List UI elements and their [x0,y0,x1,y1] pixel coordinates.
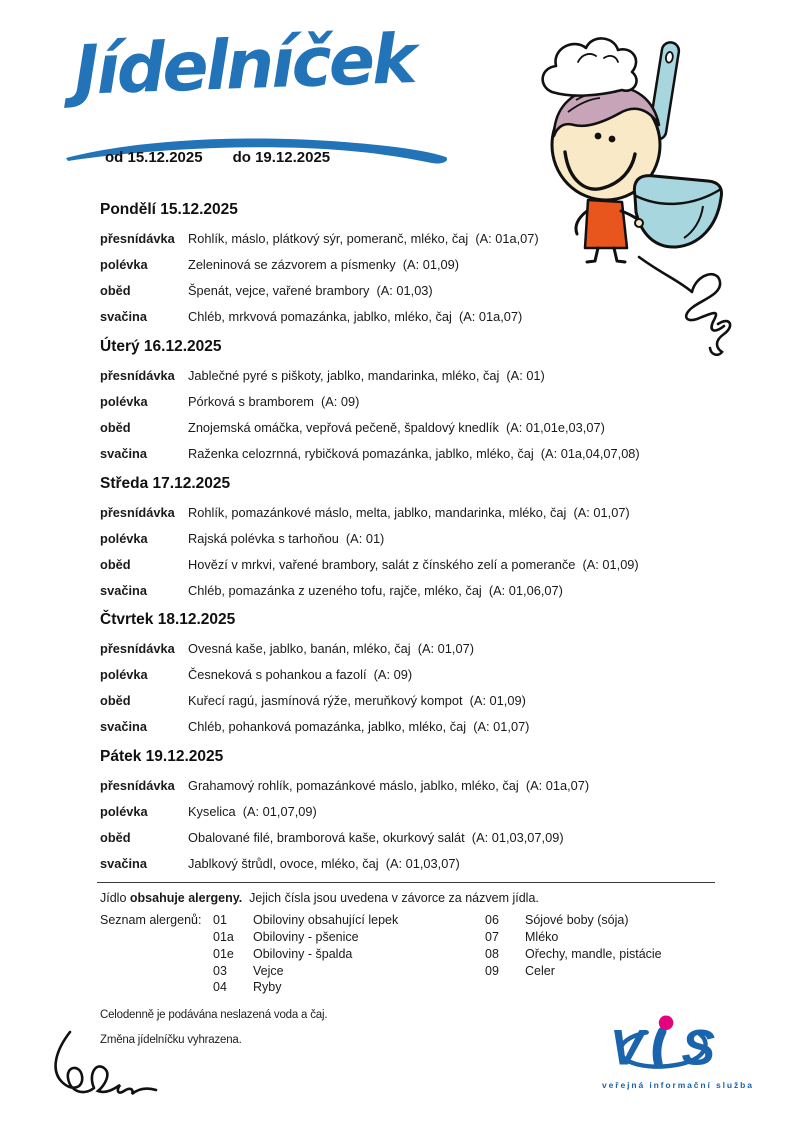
meal-row [100,531,730,547]
allergen-item [213,963,485,980]
note-change: Změna jídelníčku vyhrazena. [100,1034,242,1047]
meal-description: Ovesná kaše, jablko, banán, mléko, čaj (A: 01,07) [188,641,474,657]
meal-label: svačina [100,719,147,735]
note-water: Celodenně je podávána neslazená voda a čaj. [100,1009,328,1022]
meal-description: Rajská polévka s tarhoňou (A: 01) [188,530,385,546]
allergen-column-2 [485,912,662,996]
allergen-code: 07 [485,930,499,945]
allergen-item [213,979,485,996]
meal-label: polévka [100,256,148,272]
allergen-item [485,929,662,946]
decorative-squiggle [636,252,746,364]
meal-description: Rohlík, máslo, plátkový sýr, pomeranč, mléko, čaj (A: 01a,07) [188,230,539,246]
allergen-item [213,912,485,929]
allergen-code: 08 [485,946,499,961]
meal-label: přesnídávka [100,504,175,520]
meal-label: přesnídávka [100,230,175,246]
allergen-item [485,963,662,980]
allergen-item [213,929,485,946]
allergen-code: 01a [213,930,234,945]
meal-description: Chléb, pohanková pomazánka, jablko, mléko, čaj (A: 01,07) [188,719,530,735]
allergen-list-label: Seznam alergenů: [100,913,202,928]
meal-label: oběd [100,282,131,298]
day-heading: Úterý 16.12.2025 [100,337,222,355]
chef-kid-illustration [528,28,728,265]
signature [42,1030,172,1116]
meal-description: Česneková s pohankou a fazolí (A: 09) [188,667,413,683]
meal-row [100,557,730,573]
allergen-intro-suffix: Jejich čísla jsou uvedena v závorce za názvem jídla. [242,891,539,906]
allergen-list [100,912,794,996]
meal-label: oběd [100,693,131,709]
day-heading: Čtvrtek 18.12.2025 [100,611,236,629]
meal-label: polévka [100,804,148,820]
meal-row [100,446,730,462]
meal-row [100,830,730,846]
meal-row [100,667,730,683]
meal-description: Obalované filé, bramborová kaše, okurkový salát (A: 01,03,07,09) [188,830,564,846]
meal-row [100,693,730,709]
allergen-item [485,946,662,963]
meal-description: Kuřecí ragú, jasmínová rýže, meruňkový kompot (A: 01,09) [188,693,526,709]
meal-row [100,804,730,820]
meal-description: Kyselica (A: 01,07,09) [188,804,317,820]
day-section [100,748,730,872]
meal-label: polévka [100,530,148,546]
meal-label: polévka [100,393,148,409]
allergen-intro-bold: obsahuje alergeny. [129,891,243,906]
meal-row [100,641,730,657]
meal-description: Pórková s bramborem (A: 09) [188,393,360,409]
meal-description: Zeleninová se zázvorem a písmenky (A: 01,09) [188,256,459,272]
vis-tagline: veřejná informační služba [602,1080,754,1090]
day-heading: Pátek 19.12.2025 [100,748,224,766]
meal-label: svačina [100,445,147,461]
meal-row [100,394,730,410]
meal-description: Hovězí v mrkvi, vařené brambory, salát z čínského zelí a pomeranče (A: 01,09) [188,556,639,572]
date-from: od 15.12.2025 [105,149,203,166]
vis-letter-s: S [681,1018,716,1074]
vis-logo [600,1014,754,1090]
meal-row [100,778,730,794]
divider-line [97,882,715,883]
allergen-column-1 [213,912,485,996]
allergen-name: Obiloviny obsahující lepek [253,913,399,928]
allergen-name: Obiloviny - pšenice [253,930,359,945]
meal-row [100,420,730,436]
allergen-name: Mléko [525,930,559,945]
vis-dot-icon [659,1015,674,1030]
meal-row [100,719,730,735]
meal-description: Grahamový rohlík, pomazánkové máslo, jablko, mléko, čaj (A: 01a,07) [188,778,590,794]
meal-label: přesnídávka [100,367,175,383]
allergen-code: 03 [213,963,227,978]
meal-row [100,368,730,384]
day-section [100,611,730,735]
meal-description: Chléb, mrkvová pomazánka, jablko, mléko, čaj (A: 01a,07) [188,308,523,324]
meal-description: Rohlík, pomazánkové máslo, melta, jablko, mandarinka, mléko, čaj (A: 01,07) [188,504,630,520]
allergen-item [213,946,485,963]
day-section [100,475,730,599]
allergen-code: 06 [485,913,499,928]
allergen-intro [100,890,794,906]
day-heading: Pondělí 15.12.2025 [100,200,238,218]
meal-label: svačina [100,308,147,324]
allergen-name: Sójové boby (sója) [525,913,629,928]
meal-description: Špenát, vejce, vařené brambory (A: 01,03) [188,282,433,298]
date-range [105,149,330,166]
meal-label: oběd [100,830,131,846]
allergen-intro-prefix: Jídlo [100,891,130,906]
day-heading: Středa 17.12.2025 [100,474,231,492]
allergen-name: Obiloviny - špalda [253,946,353,961]
header [0,0,794,188]
meal-label: přesnídávka [100,778,175,794]
vis-letter-v: V [609,1018,644,1074]
allergen-code: 04 [213,980,227,995]
meal-description: Jablkový štrůdl, ovoce, mléko, čaj (A: 01,03,07) [188,856,460,872]
allergen-code: 09 [485,963,499,978]
meal-row [100,505,730,521]
allergen-code: 01 [213,913,227,928]
meal-label: svačina [100,856,147,872]
allergen-item [485,912,662,929]
allergen-name: Ořechy, mandle, pistácie [525,946,662,961]
allergen-name: Vejce [253,963,284,978]
meal-description: Jablečné pyré s piškoty, jablko, mandarinka, mléko, čaj (A: 01) [188,367,545,383]
vis-logo-mark [600,1014,736,1074]
allergen-code: 01e [213,946,234,961]
meal-label: oběd [100,419,131,435]
meal-label: polévka [100,667,148,683]
meal-description: Raženka celozrnná, rybičková pomazánka, jablko, mléko, čaj (A: 01a,04,07,08) [188,445,640,461]
page-title: Jídelníček [72,20,416,111]
meal-description: Znojemská omáčka, vepřová pečeně, špaldový knedlík (A: 01,01e,03,07) [188,419,605,435]
meal-label: přesnídávka [100,641,175,657]
ladle-bowl-icon [634,176,721,247]
allergen-name: Celer [525,963,555,978]
meal-description: Chléb, pomazánka z uzeného tofu, rajče, mléko, čaj (A: 01,06,07) [188,582,563,598]
chef-hat-icon [543,38,637,95]
meal-label: svačina [100,582,147,598]
allergen-name: Ryby [253,980,282,995]
meal-row [100,583,730,599]
meal-label: oběd [100,556,131,572]
meal-row [100,856,730,872]
date-to: do 19.12.2025 [232,149,331,166]
